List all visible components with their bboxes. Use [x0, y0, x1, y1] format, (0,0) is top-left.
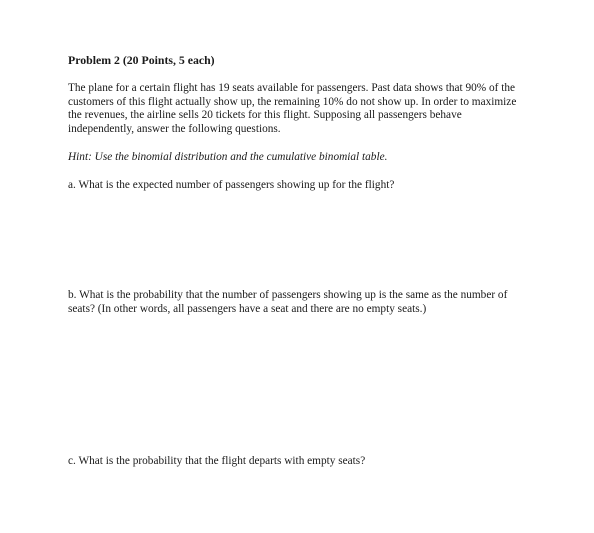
question-b: b. What is the probability that the number of passengers showing up is the same as the number of seats? (In other words, all passengers have a seat and there are no empty seats.): [68, 289, 508, 315]
question-c: c. What is the probability that the flight departs with empty seats?: [68, 455, 366, 467]
problem-hint: Hint: Use the binomial distribution and the cumulative binomial table.: [68, 151, 388, 163]
question-a: a. What is the expected number of passengers showing up for the flight?: [68, 179, 395, 191]
problem-title: Problem 2 (20 Points, 5 each): [68, 53, 215, 67]
problem-intro: The plane for a certain flight has 19 seats available for passengers. Past data shows that 90% of the customers of this flight actually show up, the remaining 10% do not show up. In order to maximize the revenues, the airline sells 20 tickets for this flight. Supposing all passengers behave independently, answer the following questions.: [68, 82, 517, 135]
